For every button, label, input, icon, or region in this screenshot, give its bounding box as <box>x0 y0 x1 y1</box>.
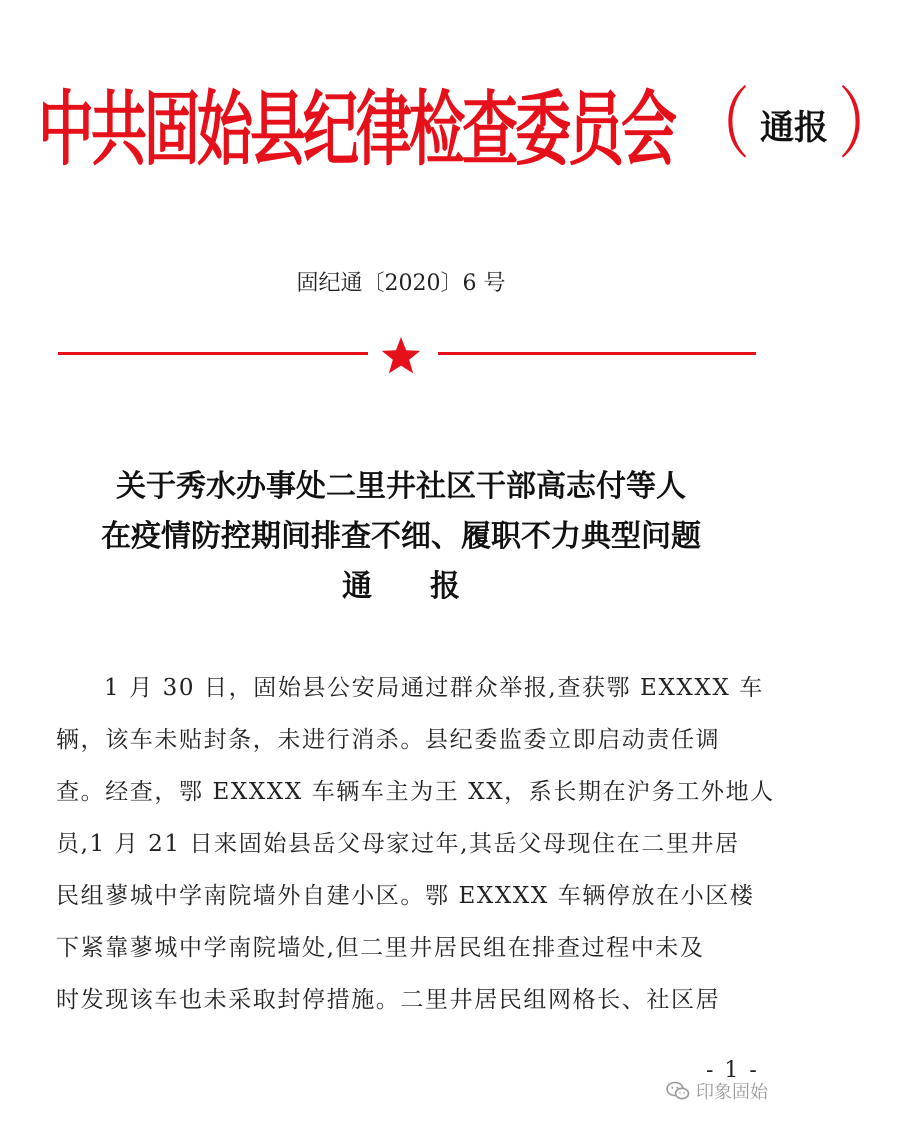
watermark <box>666 1078 768 1104</box>
title-char-1: 通 <box>342 569 372 604</box>
body-text <box>56 662 775 1026</box>
body-line: 辆，该车未贴封条，未进行消杀。县纪委监委立即启动责任调 <box>56 727 721 753</box>
body-line: 时发现该车也未采取封停措施。二里井居民组网格长、社区居 <box>56 987 721 1013</box>
title-char-2: 报 <box>430 569 460 604</box>
masthead-title: 中共固始县纪律检查委员会 <box>38 81 674 178</box>
divider-line-left <box>58 352 368 355</box>
watermark-text: 印象固始 <box>696 1082 768 1103</box>
star-icon <box>379 334 423 378</box>
masthead-subtitle: 通报 <box>760 107 829 148</box>
body-line: 1 月 30 日，固始县公安局通过群众举报,查获鄂 EXXXX 车 <box>104 675 764 701</box>
document-title <box>0 462 802 612</box>
body-line: 民组蓼城中学南院墙外自建小区。鄂 EXXXX 车辆停放在小区楼 <box>56 883 755 909</box>
title-line-1: 关于秀水办事处二里井社区干部高志付等人 <box>116 469 686 504</box>
wechat-icon <box>666 1081 690 1101</box>
masthead-paren-open: （ <box>688 77 751 169</box>
divider-line-right <box>438 352 756 355</box>
page-number: - 1 - <box>706 1058 759 1083</box>
masthead-paren-close: ） <box>838 77 900 169</box>
body-line: 查。经查，鄂 EXXXX 车辆车主为王 XX，系长期在沪务工外地人 <box>56 779 775 805</box>
body-line: 员,1 月 21 日来固始县岳父母家过年,其岳父母现住在二里井居 <box>56 831 740 857</box>
body-line: 下紧靠蓼城中学南院墙处,但二里井居民组在排查过程中未及 <box>56 935 705 961</box>
title-line-3 <box>0 562 802 612</box>
masthead <box>38 77 900 178</box>
title-line-2: 在疫情防控期间排查不细、履职不力典型问题 <box>101 519 701 554</box>
document-number: 固纪通〔2020〕6 号 <box>296 271 506 296</box>
